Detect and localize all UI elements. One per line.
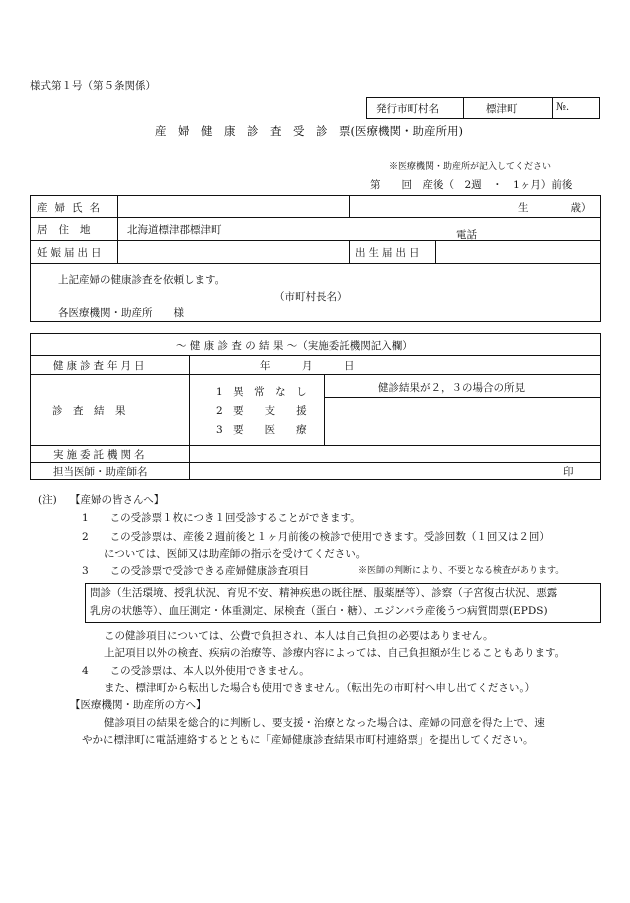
name-label: 産婦氏名 [37,202,107,214]
cost-note-2: 上記項目以外の検査、疾病の治療等、診療内容によっては、自己負担額が生じることもあります。 [104,647,566,659]
notes-prefix: (注) [38,494,57,506]
issuer-label: 発行市町村名 [376,103,439,115]
address-label: 居住地 [37,224,102,236]
medical-heading: 【医療機関・助産所の方へ】 [70,699,207,711]
note-item-4b: また、標津町から転出した場合も使用できません。（転出先の市町村へ申し出てください。） [104,682,536,694]
option-normal: 1 異 常 な し [216,386,307,398]
exam-items-line-1: 問診（生活環境、授乳状況、育児不安、精神疾患の既往歴、服薬歴等）、診察（子宮復古状況、悪露 [90,587,558,599]
note-item-3-remark: ※医師の判断により、不要となる検査があります。 [358,566,565,576]
phone-label: 電話 [456,229,477,241]
exam-date-label: 健康診査年月日 [53,360,148,372]
pregnancy-report-label: 妊娠届出日 [37,247,105,259]
exam-date-value: 年 月 日 [260,360,355,372]
medical-note-2: やかに標津町に電話連絡するとともに「産婦健康診査結果市町村連絡票」を提出してください。 [82,734,534,746]
institution-label: 実施委託機関名 [53,449,148,461]
page-title: 産 婦 健 康 診 査 受 診 票(医療機関・助産所用) [155,124,463,138]
mothers-heading: 【産婦の皆さんへ】 [70,494,165,506]
option-support: 2 要 支 援 [216,405,307,417]
age-label: 生 歳） [518,202,592,214]
exam-items-line-2: 乳房の状態等）、血圧測定・体重測定、尿検査（蛋白・糖）、エジンバラ産後うつ病質問票(EPDS) [90,605,548,617]
issuer-no-label: №. [556,101,570,113]
results-header: ～ 健 康 診 査 の 結 果 ～（実施委託機関記入欄） [176,340,413,352]
doctor-label: 担当医師・助産師名 [53,466,148,478]
form-number: 様式第１号（第５条関係） [30,80,156,92]
mayor-name: （市町村長名） [274,291,348,303]
option-medical: 3 要 医 療 [216,424,307,436]
findings-label: 健診結果が２，３の場合の所見 [378,382,525,394]
note-item-2b: については、医師又は助産師の指示を受けてください。 [104,548,367,560]
note-item-3: 3 この受診票で受診できる産婦健康診査項目 [82,565,310,577]
request-text: 上記産婦の健康診査を依頼します。 [58,274,226,286]
medical-note-1: 健診項目の結果を総合的に判断し、要支援・治療となった場合は、産婦の同意を得た上で、速 [104,717,545,729]
cost-note-1: この健診項目については、公費で負担され、本人は自己負担の必要はありません。 [104,630,494,642]
addressee: 各医療機関・助産所 様 [58,307,184,319]
address-value: 北海道標津郡標津町 [127,224,222,236]
note-item-2a: 2 この受診票は、産後２週前後と１ヶ月前後の検診で使用できます。受診回数（１回又は２回） [82,531,550,543]
birth-report-label: 出生届出日 [355,247,423,259]
note-item-1: 1 この受診票１枚につき１回受診することができます。 [82,512,361,524]
note-item-4a: 4 この受診票は、本人以外使用できません。 [82,665,310,677]
issuer-town: 標津町 [486,103,518,115]
visit-line: 第 回 産後（ 2週 ・ 1ヶ月）前後 [370,179,573,191]
seal-mark: 印 [563,466,574,478]
result-label: 診 査 結 果 [52,405,126,417]
fill-note: ※医療機関・助産所が記入してください [389,162,552,172]
